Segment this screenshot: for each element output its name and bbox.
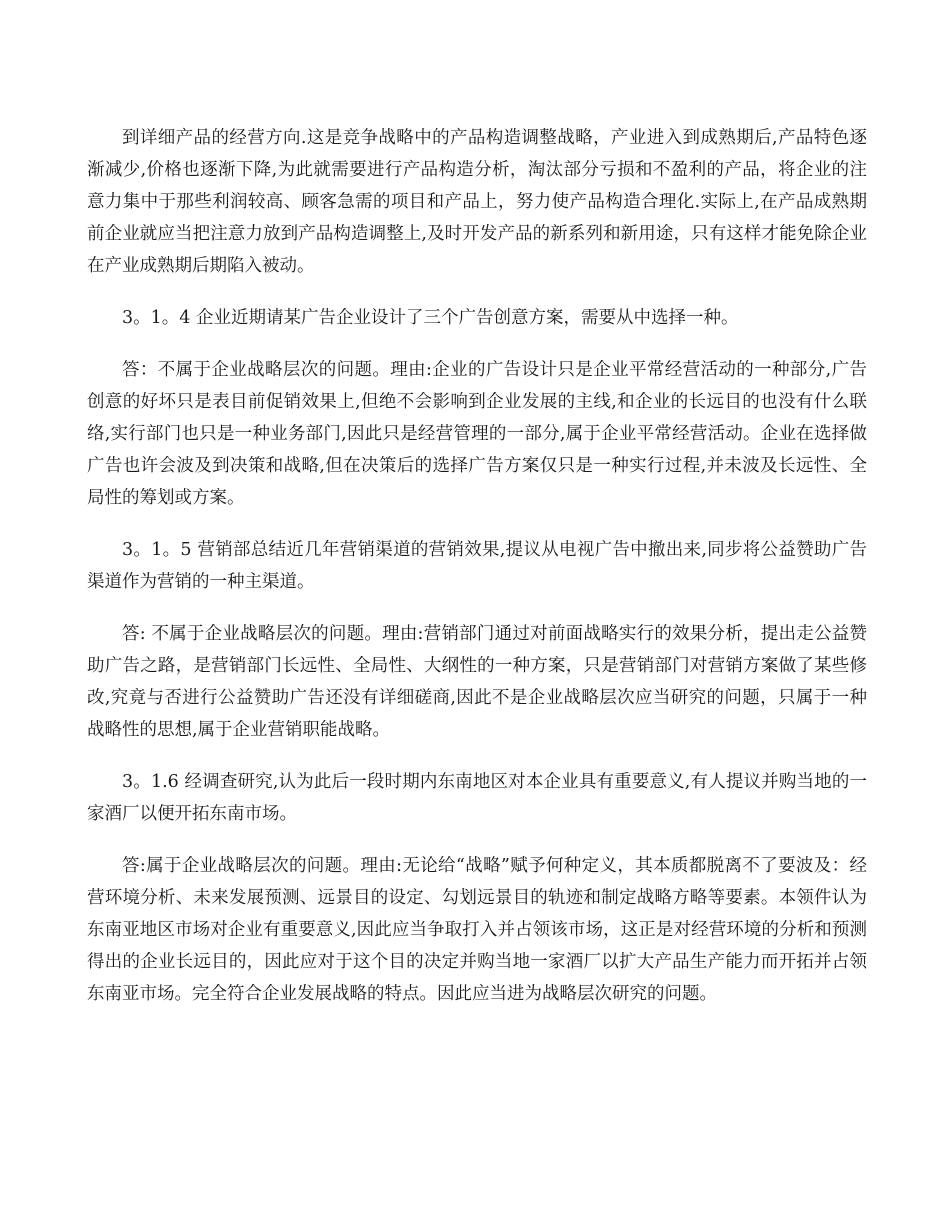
paragraph-answer-3-1-5: 答: 不属于企业战略层次的问题。理由:营销部门通过对前面战略实行的效果分析，提出走公益赞助广告之路，是营销部门长远性、全局性、大纲性的一种方案，只是营销部门对营销方案做了某些修改,究竟与否进行公益赞助广告还没有详细磋商,因此不是企业战略层次应当研究的问题，只属于一种战略性的思想,属于企业营销职能战略。: [87, 624, 867, 740]
paragraph-question-3-1-4: 3。1。4 企业近期请某广告企业设计了三个广告创意方案，需要从中选择一种。: [122, 308, 739, 328]
paragraph-product-structure: 到详细产品的经营方向.这是竞争战略中的产品构造调整战略，产业进入到成熟期后,产品特色逐渐减少,价格也逐渐下降,为此就需要进行产品构造分析，淘汰部分亏损和不盈利的产品，将企业的注意力集中于那些利润较高、顾客急需的项目和产品上，努力使产品构造合理化.实际上,在产品成熟期前企业就应当把注意力放到产品构造调整上,及时开发产品的新系列和新用途，只有这样才能免除企业在产业成熟期后期陷入被动。: [87, 128, 867, 276]
paragraph-question-3-1-5: 3。1。5 营销部总结近几年营销渠道的营销效果,提议从电视广告中撤出来,同步将公益赞助广告渠道作为营销的一种主渠道。: [87, 540, 867, 592]
paragraph-answer-3-1-4: 答：不属于企业战略层次的问题。理由:企业的广告设计只是企业平常经营活动的一种部分,广告创意的好坏只是表目前促销效果上,但绝不会影响到企业发展的主线,和企业的长远目的也没有什么联络,实行部门也只是一种业务部门,因此只是经营管理的一部分,属于企业平常经营活动。企业在选择做广告也许会波及到决策和战略,但在决策后的选择广告方案仅只是一种实行过程,并未波及长远性、全局性的筹划或方案。: [87, 360, 867, 508]
document-body: [87, 122, 867, 1030]
paragraph-question-3-1-6: 3。1.6 经调查研究,认为此后一段时期内东南地区对本企业具有重要意义,有人提议并购当地的一家酒厂以便开拓东南市场。: [87, 772, 867, 824]
paragraph-answer-3-1-6: 答:属于企业战略层次的问题。理由:无论给“战略”赋予何种定义，其本质都脱离不了要波及：经营环境分析、未来发展预测、远景目的设定、勾划远景目的轨迹和制定战略方略等要素。本领件认为东南亚地区市场对企业有重要意义,因此应当争取打入并占领该市场，这正是对经营环境的分析和预测得出的企业长远目的，因此应对于这个目的决定并购当地一家酒厂以扩大产品生产能力而开拓并占领东南亚市场。完全符合企业发展战略的特点。因此应当进为战略层次研究的问题。: [87, 856, 867, 1004]
